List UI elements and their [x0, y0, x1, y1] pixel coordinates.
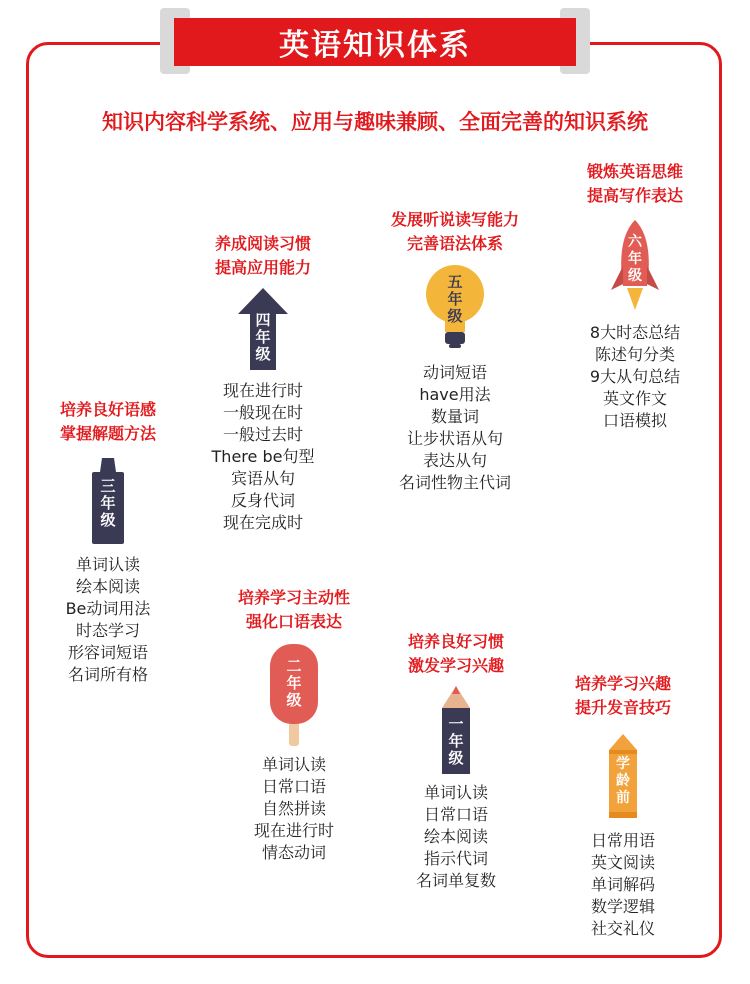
grade-topic-list [386, 782, 526, 892]
list-item: 数学逻辑 [590, 897, 655, 916]
list-item: 社交礼仪 [590, 919, 655, 938]
grade-goal-line2: 完善语法体系 [406, 234, 503, 253]
grade-label: 六年级 [628, 234, 642, 284]
popsicle-icon [269, 644, 319, 746]
rocket-icon [607, 220, 663, 310]
grade-goal-line2: 掌握解题方法 [59, 424, 156, 443]
list-item: 让步状语从句 [406, 429, 503, 448]
grade-label: 三年级 [100, 477, 116, 529]
list-item: 自然拼读 [261, 799, 326, 818]
list-item: 动词短语 [422, 363, 487, 382]
grade-goal-line2: 激发学习兴趣 [407, 656, 504, 675]
list-item: 绘本阅读 [75, 577, 140, 596]
grade-goal-line2: 提高写作表达 [586, 186, 683, 205]
grade-group-grade6 [560, 160, 710, 432]
grade-topic-list [188, 380, 338, 534]
grade-label: 二年级 [286, 657, 302, 709]
list-item: 一般现在时 [222, 403, 303, 422]
list-item: 宾语从句 [230, 469, 295, 488]
crayon-icon [603, 734, 643, 820]
grade-goal-line1: 养成阅读习惯 [214, 234, 311, 253]
list-item: 英文阅读 [590, 853, 655, 872]
list-item: 现在完成时 [222, 513, 303, 532]
list-item: 名词性物主代词 [398, 473, 511, 492]
list-item: 表达从句 [422, 451, 487, 470]
list-item: 英文作文 [602, 389, 667, 408]
grade-goal-line2: 提升发音技巧 [574, 698, 671, 717]
grade-goal-line1: 培养学习主动性 [237, 588, 350, 607]
grade-group-grade3 [38, 398, 178, 686]
list-item: 9大从句总结 [589, 367, 681, 386]
lightbulb-icon [425, 264, 485, 348]
page-title: 英语知识体系 [174, 18, 576, 66]
list-item: 8大时态总结 [589, 323, 681, 342]
grade-label: 一年级 [448, 715, 464, 767]
grade-label: 五年级 [447, 273, 463, 325]
list-item: 单词认读 [75, 555, 140, 574]
list-item: 口语模拟 [602, 411, 667, 430]
arrow-up-icon [238, 288, 288, 370]
title-banner [160, 8, 590, 74]
grade-group-grade4 [188, 232, 338, 534]
pencil-icon [439, 686, 473, 774]
grade-topic-list [560, 322, 710, 432]
grade-topic-list [214, 754, 374, 864]
grade-group-grade5 [370, 208, 540, 494]
list-item: 名词所有格 [67, 665, 148, 684]
list-item: 日常用语 [590, 831, 655, 850]
list-item: 现在进行时 [253, 821, 334, 840]
list-item: 形容词短语 [67, 643, 148, 662]
grade-goal-line2: 强化口语表达 [245, 612, 342, 631]
list-item: 单词解码 [590, 875, 655, 894]
list-item: 一般过去时 [222, 425, 303, 444]
list-item: 单词认读 [423, 783, 488, 802]
page-subtitle: 知识内容科学系统、应用与趣味兼顾、全面完善的知识系统 [102, 110, 648, 134]
list-item: 反身代词 [230, 491, 295, 510]
grade-goal-line2: 提高应用能力 [214, 258, 311, 277]
list-item: There be句型 [211, 447, 315, 466]
list-item: 指示代词 [423, 849, 488, 868]
grade-topic-list [548, 830, 698, 940]
list-item: 情态动词 [261, 843, 326, 862]
list-item: have用法 [419, 385, 491, 404]
grade-goal-line1: 发展听说读写能力 [390, 210, 519, 229]
list-item: 现在进行时 [222, 381, 303, 400]
grade-goal-line1: 锻炼英语思维 [586, 162, 683, 181]
grade-label: 学龄前 [616, 756, 630, 806]
grade-label: 四年级 [255, 311, 271, 363]
grade-goal-line1: 培养良好习惯 [407, 632, 504, 651]
list-item: 陈述句分类 [594, 345, 675, 364]
list-item: 名词单复数 [415, 871, 496, 890]
list-item: 绘本阅读 [423, 827, 488, 846]
list-item: 日常口语 [423, 805, 488, 824]
list-item: Be动词用法 [65, 599, 151, 618]
grade-group-grade2 [214, 586, 374, 864]
list-item: 数量词 [430, 407, 479, 426]
marker-icon [89, 458, 127, 544]
grade-group-grade1 [386, 630, 526, 892]
grade-group-preschool [548, 672, 698, 940]
list-item: 单词认读 [261, 755, 326, 774]
grade-topic-list [370, 362, 540, 494]
grade-goal-line1: 培养良好语感 [59, 400, 156, 419]
grade-topic-list [38, 554, 178, 686]
list-item: 日常口语 [261, 777, 326, 796]
list-item: 时态学习 [75, 621, 140, 640]
grade-goal-line1: 培养学习兴趣 [574, 674, 671, 693]
